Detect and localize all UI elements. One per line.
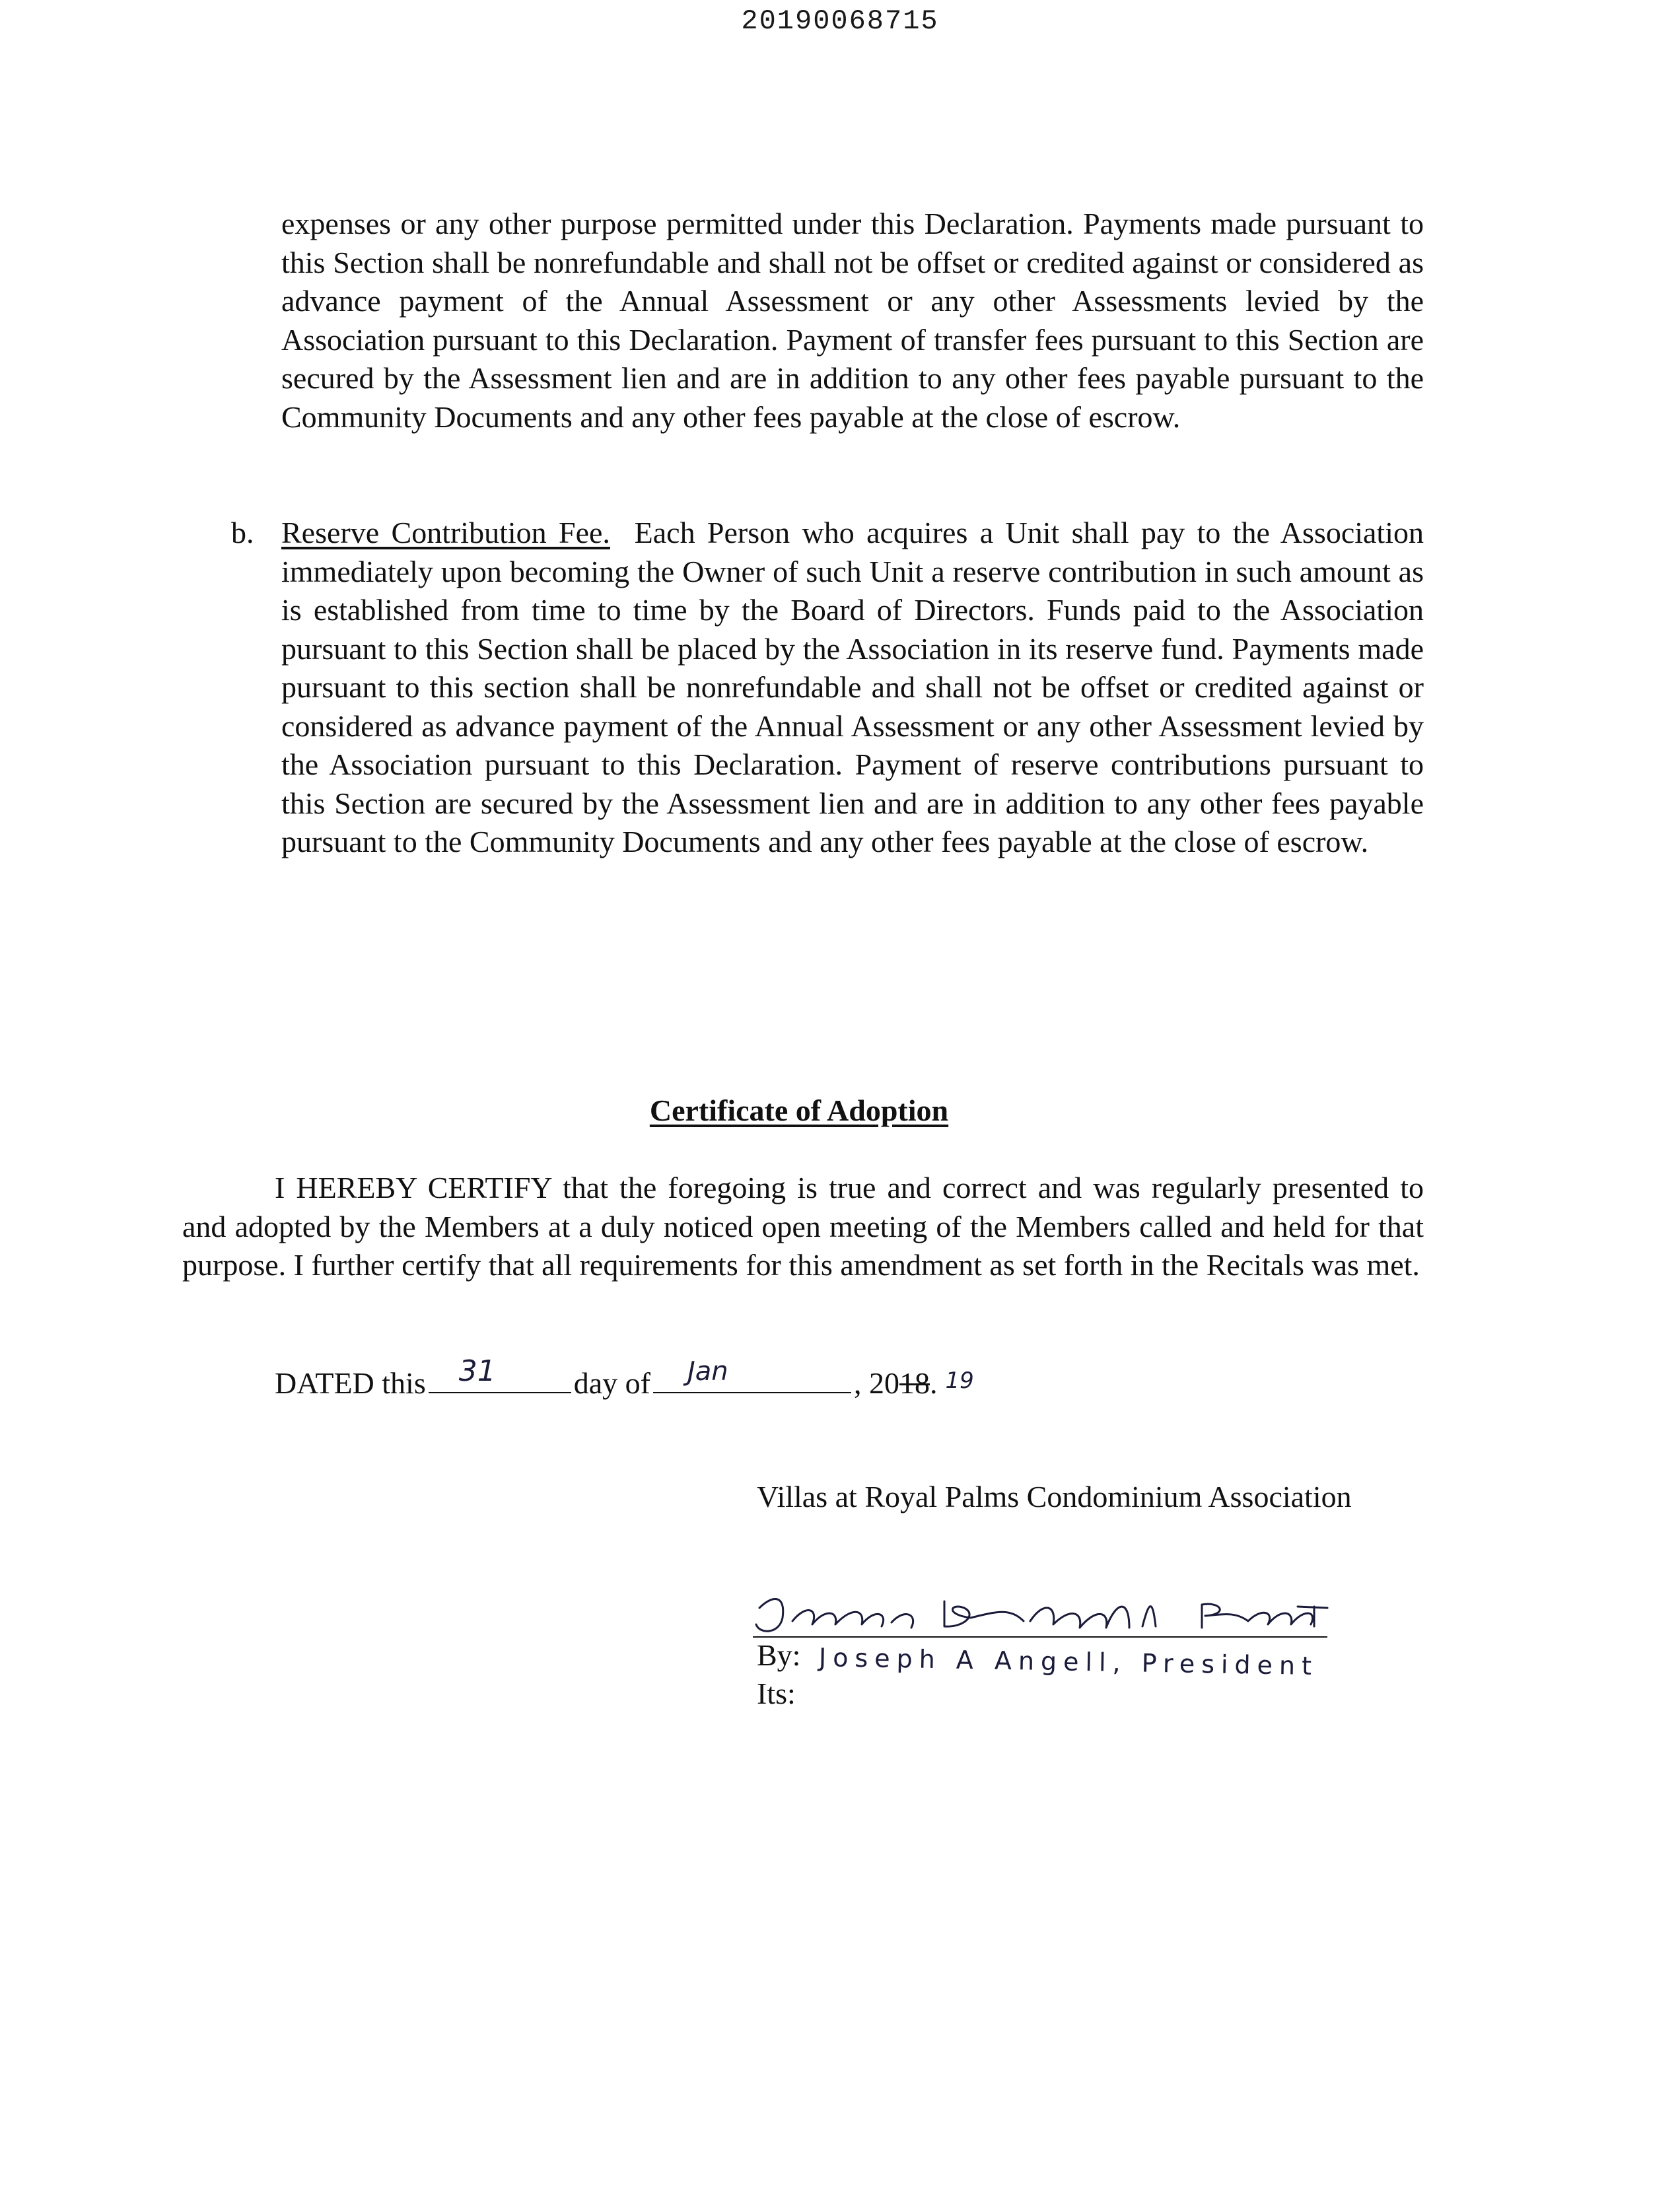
signature-image	[746, 1588, 1341, 1641]
year-handwritten: 19	[945, 1368, 974, 1394]
reserve-contribution-heading: Reserve Contribution Fee.	[281, 516, 610, 549]
signature-line	[753, 1636, 1327, 1638]
reserve-contribution-text: Each Person who acquires a Unit shall pay to the Association immediately upon becoming the Owner of such Unit a reserve contribution in such amount as is established from time to time by the Board of Directors. Funds paid to the Association pursuant to this Section shall be placed by the Association in its reserve fund. Payments made pursuant to this section shall be nonrefundable and shall not be offset or credited against or considered as advance payment of the Annual Assessment or any other Assessment levied by the Association pursuant to this Declaration. Payment of reserve contributions pursuant to this Section are secured by the Assessment lien and are in addition to any other fees payable pursuant to the Community Documents and any other fees payable at the close of escrow.	[281, 516, 1424, 858]
year-struck: 18	[899, 1366, 930, 1400]
association-name: Villas at Royal Palms Condominium Association	[757, 1480, 1352, 1513]
continued-paragraph: expenses or any other purpose permitted under this Declaration. Payments made pursuant to this Section shall be nonrefundable and shall not be offset or credited against or considered as advance payment of the Annual Assessment or any other Assessments levied by the Association pursuant to this Declaration. Payment of transfer fees pursuant to this Section are secured by the Assessment lien and are in addition to any other fees payable pursuant to the Community Documents and any other fees payable at the close of escrow.	[281, 207, 1424, 434]
dated-line	[275, 1354, 974, 1403]
dated-prefix: DATED this	[275, 1366, 426, 1400]
by-label: By:	[757, 1638, 801, 1672]
dated-middle: day of	[573, 1366, 650, 1400]
printed-name-handwritten: Joseph A Angell, President	[818, 1643, 1319, 1681]
year-suffix: .	[929, 1366, 938, 1400]
recording-document-number: 20190068715	[741, 5, 939, 37]
reserve-contribution-paragraph	[281, 514, 1424, 862]
certification-statement: I HEREBY CERTIFY that the foregoing is true and correct and was regularly presented to and adopted by the Members at a duly noticed open meeting of the Members called and held for that purpose. I further certify that all requirements for this amendment as set forth in the Recitals was met.	[182, 1171, 1424, 1282]
month-handwritten: Jan	[687, 1356, 728, 1387]
certificate-heading: Certificate of Adoption	[649, 1094, 949, 1127]
list-marker-b: b.	[231, 516, 254, 549]
its-label: Its:	[757, 1677, 796, 1710]
day-handwritten: 31	[458, 1354, 496, 1388]
month-blank	[653, 1356, 851, 1393]
year-prefix: , 20	[853, 1366, 899, 1400]
day-blank	[429, 1354, 571, 1393]
year	[854, 1362, 974, 1403]
